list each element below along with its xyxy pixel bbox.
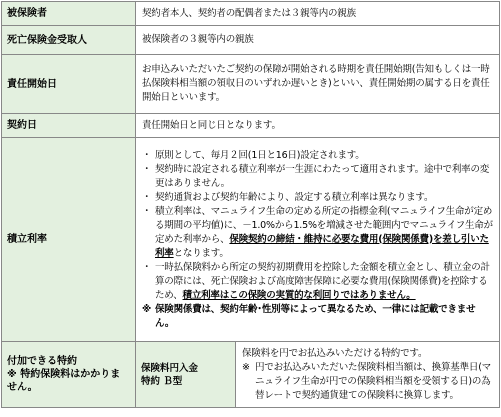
rider-note bbox=[242, 361, 493, 403]
table-row bbox=[2, 342, 500, 408]
rate-bullet-text: 契約時に設定される積立利率が一生涯にわたって適用されます。途中で利率の変更はありません。 bbox=[155, 163, 490, 189]
rate-bullet-5 bbox=[142, 261, 493, 303]
row-value-insured: 契約者本人、契約者の配偶者または３親等内の親族 bbox=[136, 2, 500, 26]
rate-bullet-text: 契約通貨および契約年齢により、設定する積立利率は異なります。 bbox=[155, 191, 434, 203]
table-row bbox=[2, 26, 500, 55]
bullet-mark: ・ bbox=[142, 149, 152, 161]
note-mark: ※ bbox=[142, 303, 152, 315]
rate-bullet-text-tail: となります。 bbox=[173, 247, 229, 259]
product-terms-table-wrapper bbox=[1, 1, 500, 408]
table-row bbox=[2, 55, 500, 114]
table-row bbox=[2, 2, 500, 26]
rate-bullet-text-plain: 一時払保険料から所定の契約初期費用を控除した金額を積立金とし、積立金の計算の際には、死亡保険および高度障害保障に必要な費用(保険関係費)を控除するため、 bbox=[155, 261, 490, 301]
rider-note-text: 円でお払込みいただいた保険料相当額は、換算基準日(マニュライフ生命が円での保険料相当額を受領する日)の為替レートで契約通貨建ての保険料に換算します。 bbox=[255, 361, 492, 401]
row-label-beneficiary: 死亡保険金受取人 bbox=[2, 26, 136, 55]
rate-bullet-3 bbox=[142, 191, 493, 205]
rider-sub-label-line1: 保険料円入金 bbox=[141, 362, 199, 374]
row-label-coverage-start: 責任開始日 bbox=[2, 55, 136, 114]
bullet-mark: ・ bbox=[142, 261, 152, 273]
table-row bbox=[2, 114, 500, 138]
note-mark: ※ bbox=[242, 361, 250, 373]
rider-description-main: 保険料を円でお払込みいただける特約です。 bbox=[242, 347, 428, 359]
row-value-beneficiary: 被保険者の３親等内の親族 bbox=[136, 26, 500, 55]
row-label-interest-rate: 積立利率 bbox=[2, 138, 136, 342]
product-terms-table bbox=[1, 1, 500, 408]
bullet-mark: ・ bbox=[142, 205, 152, 217]
rider-sub-label bbox=[136, 342, 236, 408]
bullet-mark: ・ bbox=[142, 191, 152, 203]
rate-bullet-2 bbox=[142, 163, 493, 191]
rate-bullet-text bbox=[155, 205, 493, 261]
rate-bullet-text-emphasis: 保険契約の締結・維持に必要な費用(保険関係費)を差し引いた利率 bbox=[155, 233, 489, 259]
rider-label-note: ※ 特約保険料はかかりません。 bbox=[7, 369, 121, 393]
rate-note bbox=[142, 303, 493, 331]
bullet-mark: ・ bbox=[142, 163, 152, 175]
rate-bullet-1 bbox=[142, 149, 493, 163]
rate-note-text: 保険関係費は、契約年齢･性別等によって異なるため、一律には記載できません。 bbox=[155, 303, 476, 329]
rider-description bbox=[236, 342, 500, 408]
row-label-contract-date: 契約日 bbox=[2, 114, 136, 138]
rate-bullet-text: 原則として、毎月２回(1日と16日)設定されます。 bbox=[155, 149, 365, 161]
row-value-interest-rate bbox=[136, 138, 500, 342]
row-value-contract-date: 責任開始日と同じ日となります。 bbox=[136, 114, 500, 138]
table-row bbox=[2, 138, 500, 342]
row-value-coverage-start: お申込みいただいたご契約の保障が開始される時期を責任開始期(告知もしくは一時払保険料相当額の領収日のいずれか遅いとき)といい、責任開始期の属する日を責任開始日といいます。 bbox=[136, 55, 500, 114]
rider-sub-label-line2: 特約 Ｂ型 bbox=[141, 375, 183, 387]
rate-bullet-4 bbox=[142, 205, 493, 261]
rate-bullet-text-emphasis: 積立利率はこの保険の実質的な利回りではありません。 bbox=[182, 289, 416, 301]
rider-label-title: 付加できる特約 bbox=[7, 356, 77, 367]
rate-bullet-text bbox=[155, 261, 493, 303]
row-label-rider bbox=[2, 342, 136, 408]
rate-bullet-text-plain: 積立利率は、マニュライフ生命の定める所定の指標金利(マニュライフ生命が定める期間の平均値)に、－1.0%から1.5%を増減させた範囲内でマニュライフ生命が定めた利率から、 bbox=[155, 205, 493, 245]
row-label-insured: 被保険者 bbox=[2, 2, 136, 26]
